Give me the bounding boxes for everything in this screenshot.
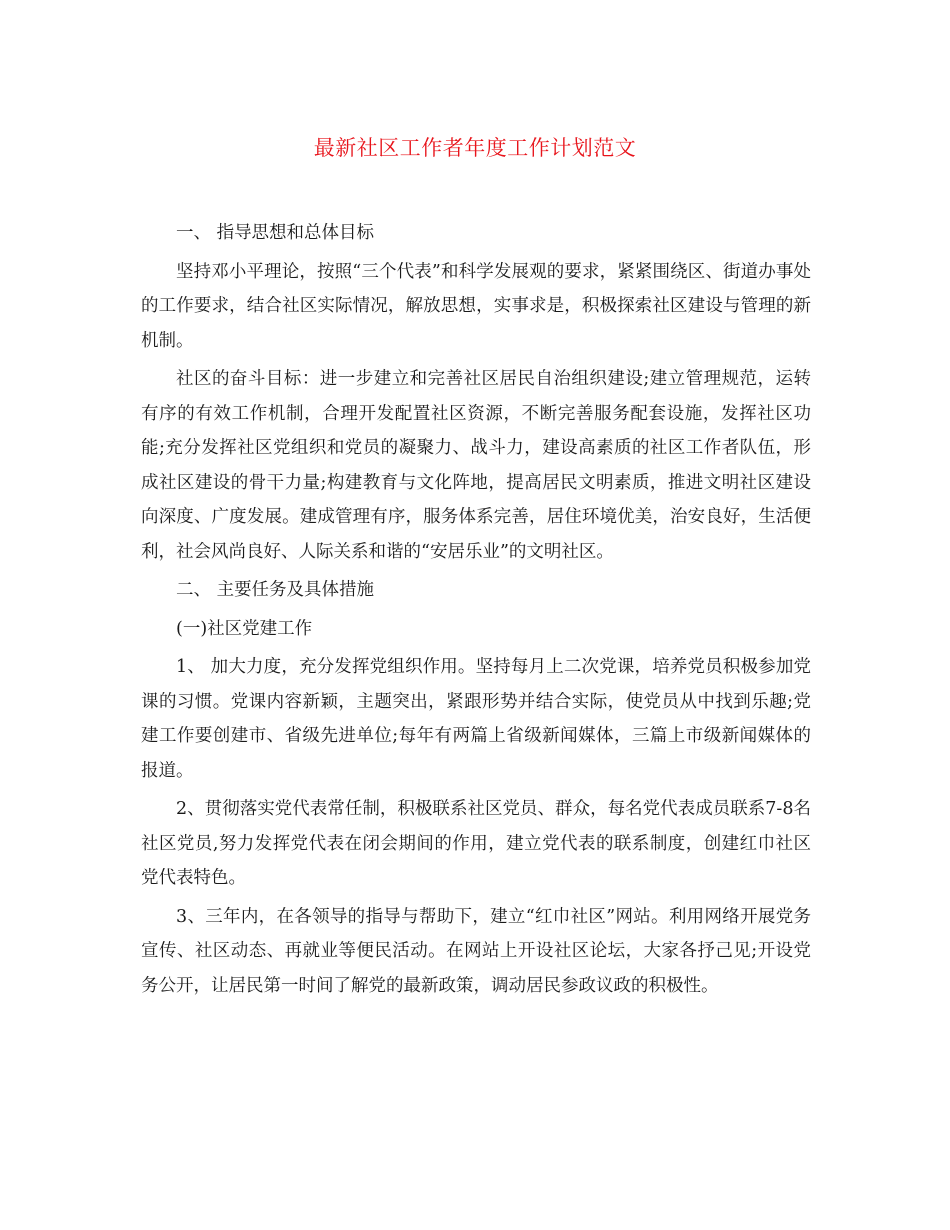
paragraph-community-goals: 社区的奋斗目标：进一步建立和完善社区居民自治组织建设;建立管理规范，运转有序的有效工作机制，合理开发配置社区资源，不断完善服务配套设施，发挥社区功能;充分发挥社区党组织和党员的凝聚力、战斗力，建设高素质的社区工作者队伍，形成社区建设的骨干力量;构建教育与文化阵地，提高居民文明素质，推进文明社区建设向深度、广度发展。建成管理有序，服务体系完善，居住环境优美，治安良好，生活便利，社会风尚良好、人际关系和谐的“安居乐业”的文明社区。 — [141, 369, 811, 562]
section-heading-1: 一、 指导思想和总体目标 — [176, 223, 375, 243]
subsection-heading-party-building: (一)社区党建工作 — [176, 618, 313, 639]
paragraph-item-1: 1、 加大力度，充分发挥党组织作用。坚持每月上二次党课，培养党员积极参加党课的习惯。党课内容新颖，主题突出，紧跟形势并结合实际，使党员从中找到乐趣;党建工作要创建市、省级先进单位;每年有两篇上省级新闻媒体，三篇上市级新闻媒体的报道。 — [141, 657, 811, 781]
paragraph-item-2: 2、贯彻落实党代表常任制，积极联系社区党员、群众，每名党代表成员联系7-8名社区党员,努力发挥党代表在闭会期间的作用，建立党代表的联系制度，创建红巾社区党代表特色。 — [141, 799, 811, 888]
paragraph-guiding-thought: 坚持邓小平理论，按照“三个代表”和科学发展观的要求，紧紧围绕区、街道办事处的工作要求，结合社区实际情况，解放思想，实事求是，积极探索社区建设与管理的新机制。 — [141, 261, 811, 351]
document-title: 最新社区工作者年度工作计划范文 — [313, 136, 637, 160]
section-heading-2: 二、 主要任务及具体措施 — [176, 580, 375, 600]
document-body — [141, 216, 811, 1003]
paragraph-item-3: 3、三年内，在各领导的指导与帮助下，建立“红巾社区”网站。利用网络开展党务宣传、社区动态、再就业等便民活动。在网站上开设社区论坛，大家各抒己见;开设党务公开，让居民第一时间了解党的最新政策，调动居民参政议政的积极性。 — [141, 906, 811, 996]
